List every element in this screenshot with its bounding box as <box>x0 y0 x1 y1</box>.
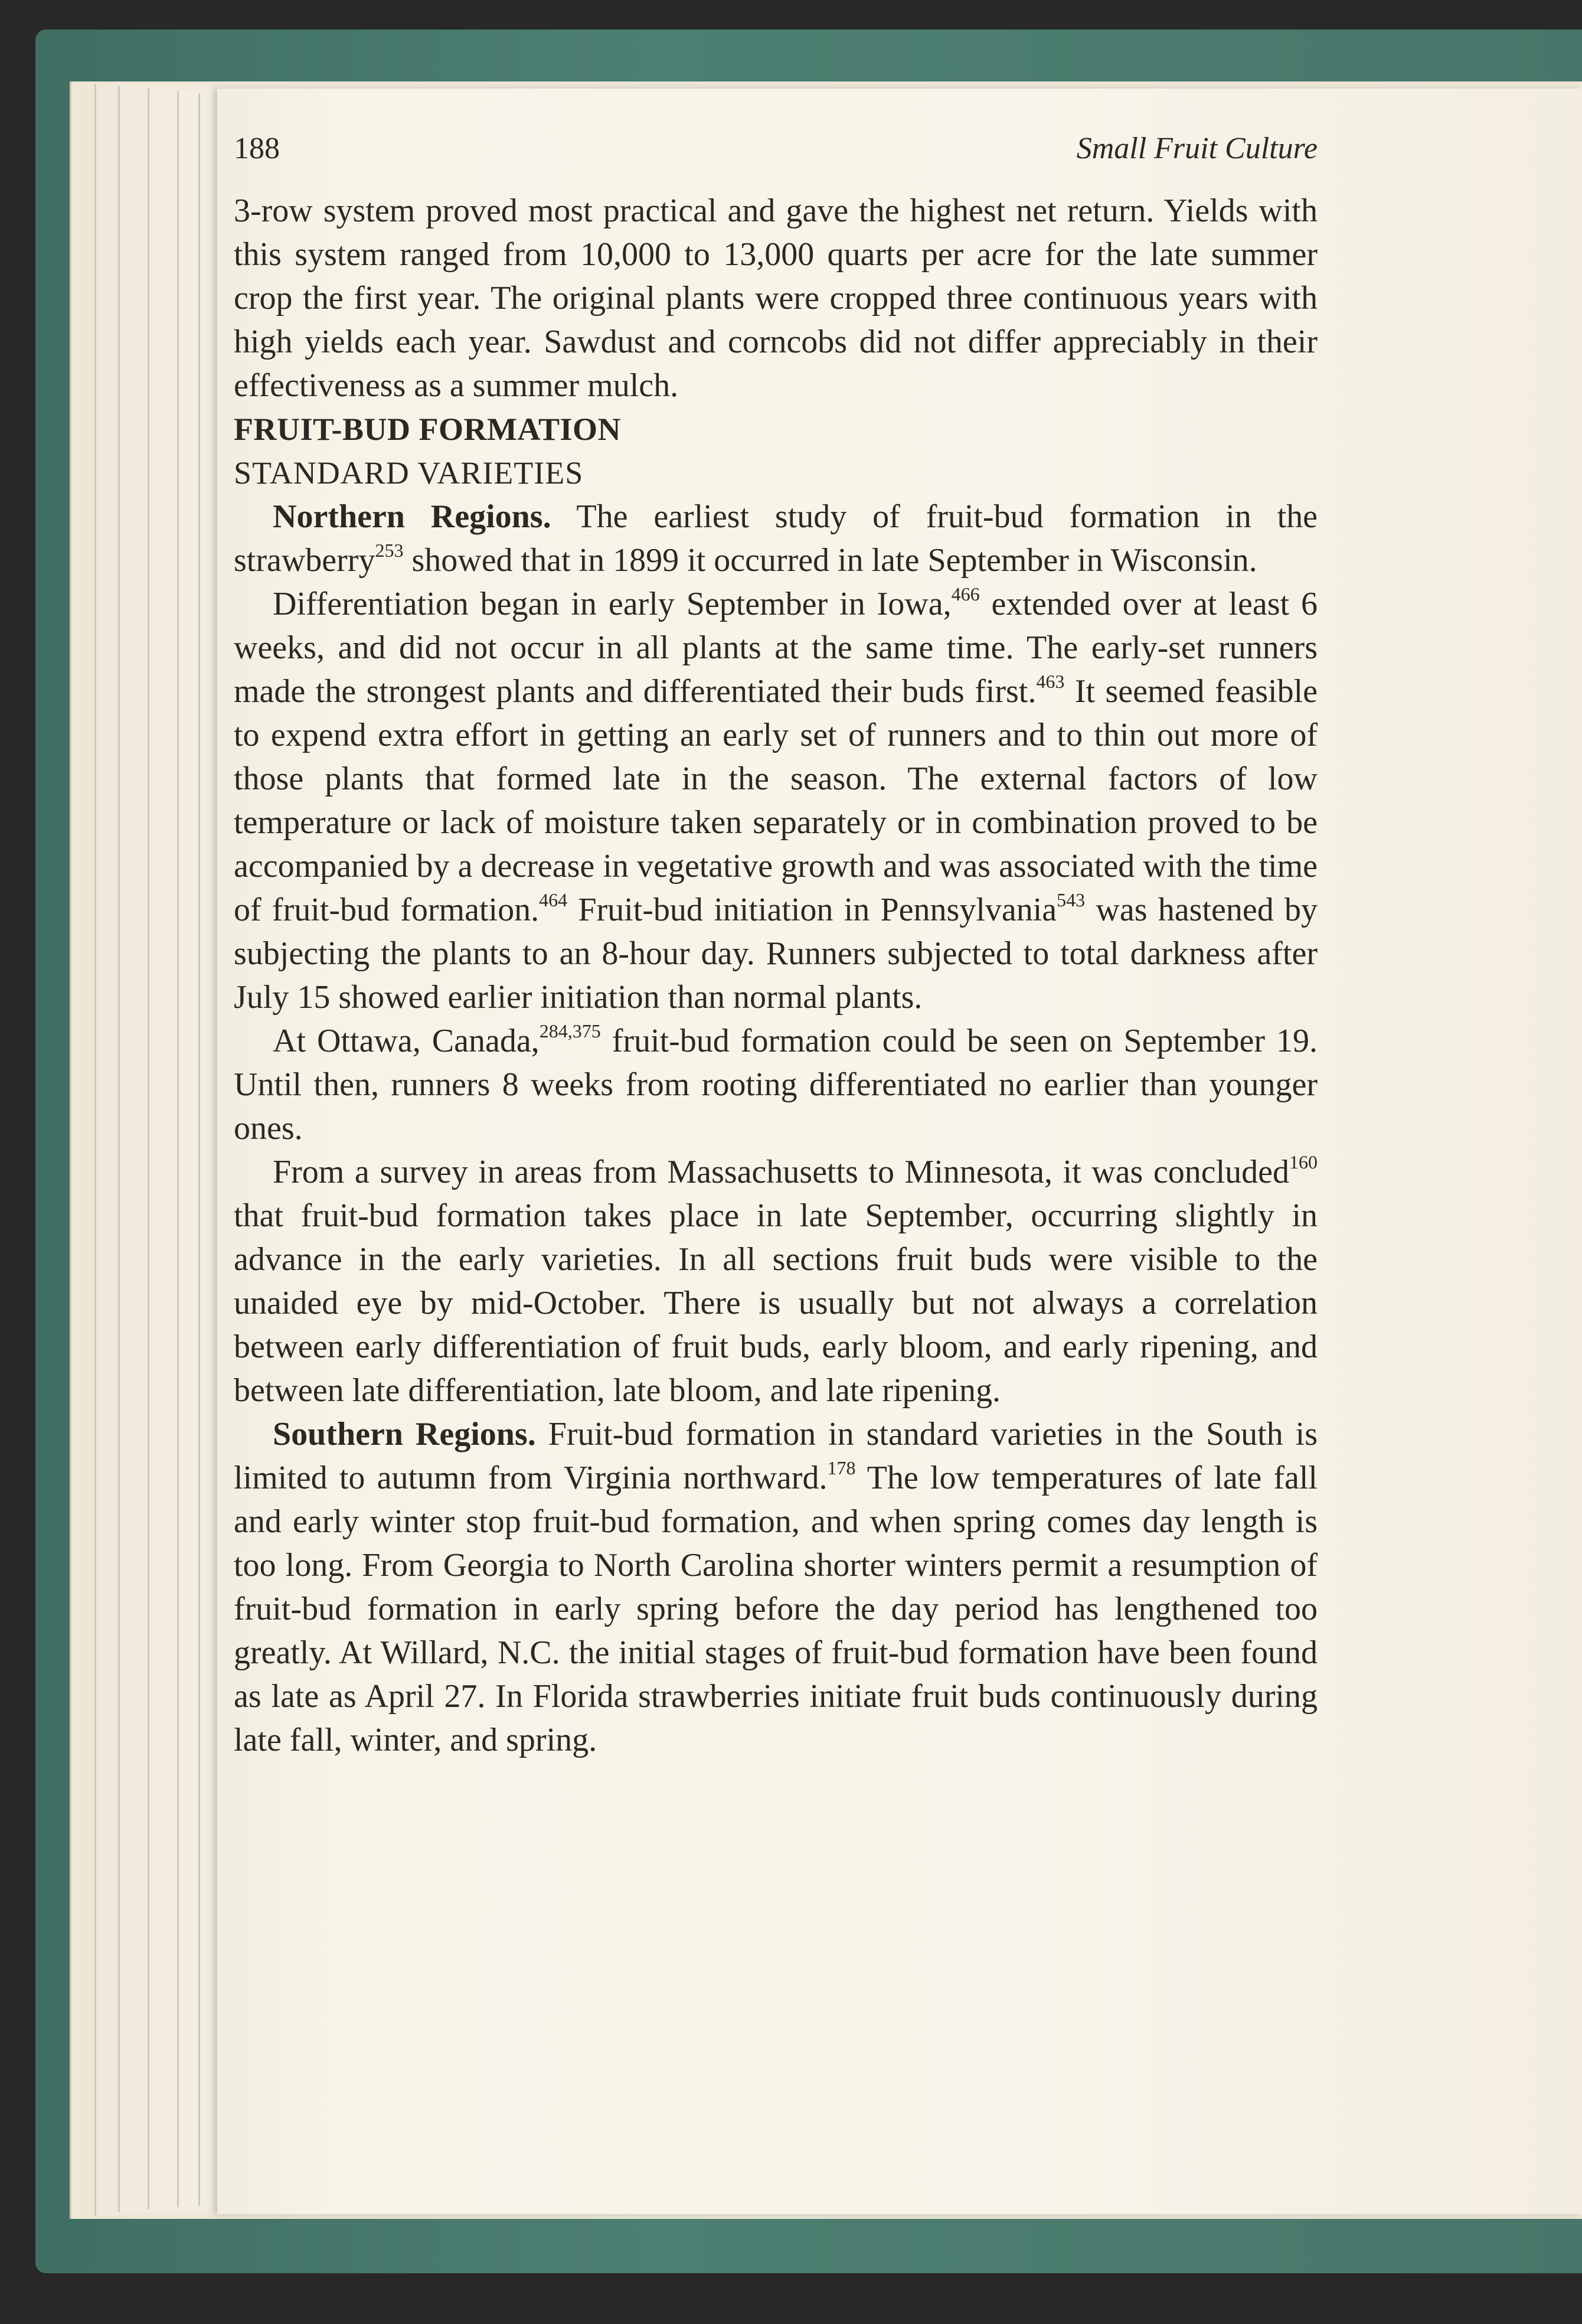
text-span: extended over at least 6 weeks, and did not occur in all plants at the same time. The early-set runners made the strongest plants and differentiated their buds first. <box>234 586 1318 710</box>
paragraph-southern-regions <box>234 1412 1318 1762</box>
paragraph-northern-regions <box>234 495 1318 582</box>
reference-number: 160 <box>1289 1151 1318 1173</box>
text-span: The earliest study of fruit-bud formation in the strawberry <box>234 498 1318 579</box>
reference-number: 253 <box>375 540 404 561</box>
run-in-heading: Northern Regions. <box>273 498 551 535</box>
subsection-heading: STANDARD VARIETIES <box>234 455 584 491</box>
paragraph-survey <box>234 1150 1318 1412</box>
run-in-heading: Southern Regions. <box>273 1416 536 1452</box>
paragraph-continued: 3-row system proved most practical and gave the highest net return. Yields with this system ranged from 10,000 to 13,000 quarts per acre for the late summer crop the first year. The original plants were cropped three continuous years with high yields each year. Sawdust and corncobs did not differ appreciably in their effectiveness as a summer mulch. <box>234 192 1318 404</box>
page-header <box>234 131 1318 178</box>
reference-number: 284,375 <box>539 1020 601 1042</box>
section-heading: FRUIT-BUD FORMATION <box>234 412 622 447</box>
text-span: At Ottawa, Canada, <box>273 1023 540 1059</box>
text-span: Fruit-bud initiation in Pennsylvania <box>567 892 1057 928</box>
reference-number: 543 <box>1057 889 1086 910</box>
reference-number: 463 <box>1036 671 1065 692</box>
reference-number: 178 <box>827 1457 856 1478</box>
text-span: From a survey in areas from Massachusetts to Minnesota, it was concluded <box>273 1154 1289 1190</box>
paragraph-differentiation <box>234 582 1318 1019</box>
text-span: The low temperatures of late fall and early winter stop fruit-bud formation, and when spring comes day length is too long. From Georgia to North Carolina shorter winters permit a resumption of fruit-bud formation in early spring before the day period has lengthened too greatly. At Willard, N.C. the initial stages of fruit-bud formation have been found as late as April 27. In Florida strawberries initiate fruit buds continuously during late fall, winter, and spring. <box>234 1460 1318 1758</box>
text-span: that fruit-bud formation takes place in late September, occurring slightly in advance in the early varieties. In all sections fruit buds were visible to the unaided eye by mid-October. There is usually but not always a correlation between early differentiation of fruit buds, early bloom, and early ripening, and between late differentiation, late bloom, and late ripening. <box>234 1197 1318 1409</box>
running-title: Small Fruit Culture <box>1076 132 1318 165</box>
text-span: was hastened by subjecting the plants to an 8-hour day. Runners subjected to total darkness after July 15 showed earlier initiation than normal plants. <box>234 892 1318 1016</box>
text-span: Differentiation began in early September in Iowa, <box>273 586 952 622</box>
body-text <box>234 189 1318 1762</box>
text-span: fruit-bud formation could be seen on September 19. Until then, runners 8 weeks from rooting differentiated no earlier than younger ones. <box>234 1023 1318 1147</box>
text-span: Fruit-bud formation in standard varieties in the South is limited to autumn from Virginia northward. <box>234 1416 1318 1496</box>
text-span: It seemed feasible to expend extra effort in getting an early set of runners and to thin out more of those plants that formed late in the season. The external factors of low temperature or lack of moisture taken separately or in combination proved to be accompanied by a decrease in vegetative growth and was associated with the time of fruit-bud formation. <box>234 673 1318 928</box>
reference-number: 466 <box>951 583 980 605</box>
page-number: 188 <box>234 132 280 165</box>
paragraph-ottawa <box>234 1019 1318 1150</box>
text-span: showed that in 1899 it occurred in late September in Wisconsin. <box>403 542 1257 579</box>
reference-number: 464 <box>539 889 568 910</box>
